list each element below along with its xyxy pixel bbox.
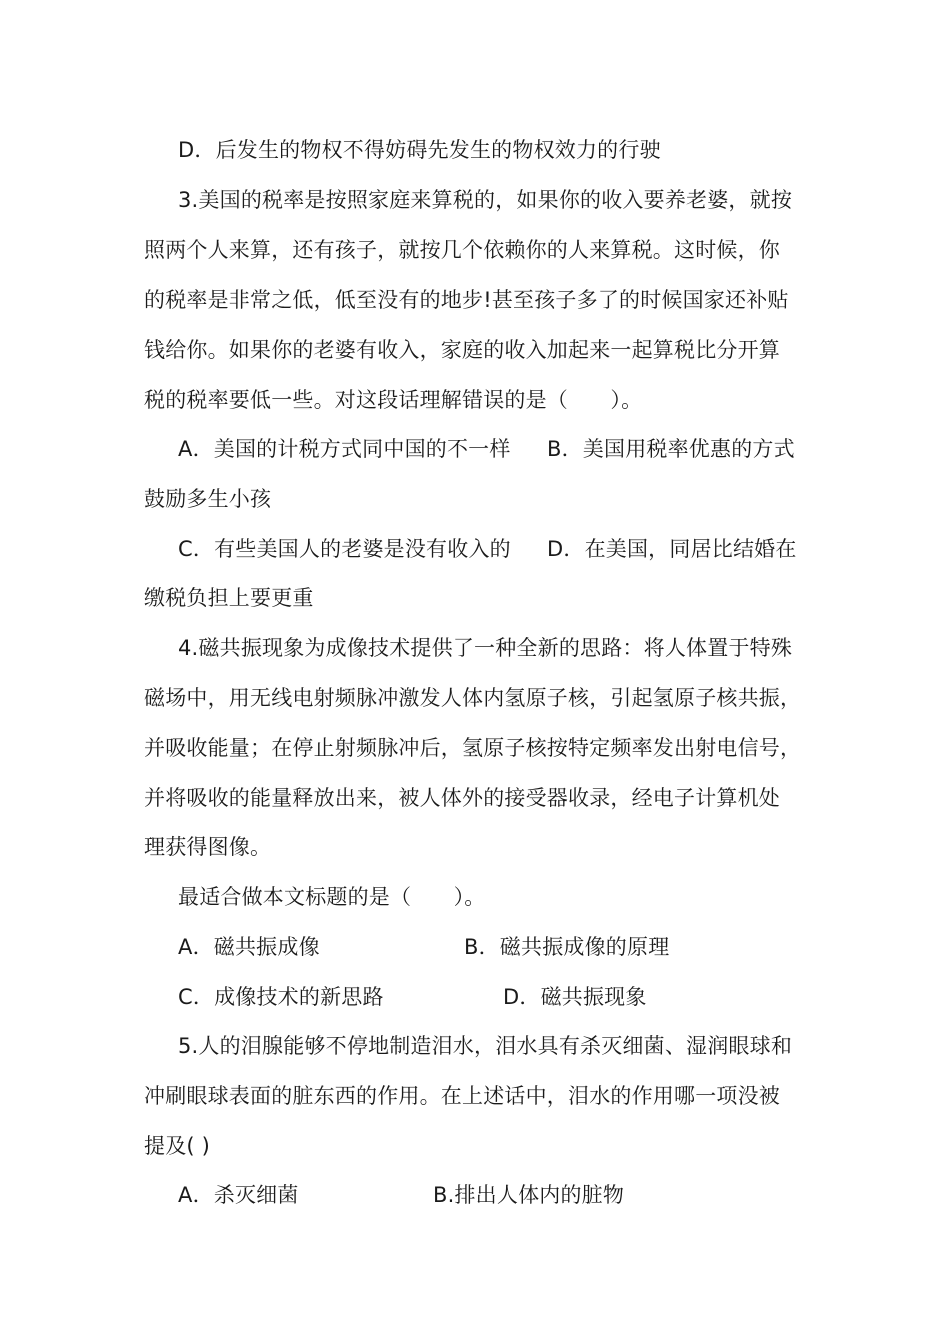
q4-option-b: B．磁共振成像的原理 [464,935,670,959]
q3-text-line-4: 钱给你。如果你的老婆有收入，家庭的收入加起来一起算税比分开算 [144,338,780,362]
q3-text-line-1: 3.美国的税率是按照家庭来算税的，如果你的收入要养老婆，就按 [178,188,793,212]
q3-option-b: B．美国用税率优惠的方式 [547,437,795,461]
q5-option-b: B.排出人体内的脏物 [433,1183,625,1207]
q5-text-line-2: 冲刷眼球表面的脏东西的作用。在上述话中，泪水的作用哪一项没被 [144,1084,780,1108]
q3-text-line-3: 的税率是非常之低，低至没有的地步!甚至孩子多了的时候国家还补贴 [144,288,789,312]
q3-option-d: D．在美国，同居比结婚在 [547,537,797,561]
q3-text-line-5: 税的税率要低一些。对这段话理解错误的是（ ）。 [144,388,643,412]
q5-text-line-1: 5.人的泪腺能够不停地制造泪水，泪水具有杀灭细菌、湿润眼球和 [178,1034,793,1058]
q3-option-c: C．有些美国人的老婆是没有收入的 [178,537,511,561]
q4-option-a: A．磁共振成像 [178,935,320,959]
q4-text-line-5: 理获得图像。 [144,835,272,859]
q4-text-line-2: 磁场中，用无线电射频脉冲激发人体内氢原子核，引起氢原子核共振， [144,686,802,710]
q3-option-d-continued: 缴税负担上要更重 [144,586,314,610]
q4-text-line-3: 并吸收能量；在停止射频脉冲后，氢原子核按特定频率发出射电信号， [144,736,802,760]
q3-option-a: A．美国的计税方式同中国的不一样 [178,437,511,461]
q4-option-c: C．成像技术的新思路 [178,985,384,1009]
q4-option-d: D．磁共振现象 [503,985,647,1009]
q5-option-a: A．杀灭细菌 [178,1183,299,1207]
q4-text-line-1: 4.磁共振现象为成像技术提供了一种全新的思路：将人体置于特殊 [178,636,793,660]
q2-option-d: D．后发生的物权不得妨碍先发生的物权效力的行驶 [178,138,661,162]
q3-option-b-continued: 鼓励多生小孩 [144,487,272,511]
q3-text-line-2: 照两个人来算，还有孩子，就按几个依赖你的人来算税。这时候，你 [144,238,780,262]
q4-question: 最适合做本文标题的是（ ）。 [178,885,486,909]
q5-text-line-3: 提及( ) [144,1134,211,1158]
q4-text-line-4: 并将吸收的能量释放出来，被人体外的接受器收录，经电子计算机处 [144,786,780,810]
